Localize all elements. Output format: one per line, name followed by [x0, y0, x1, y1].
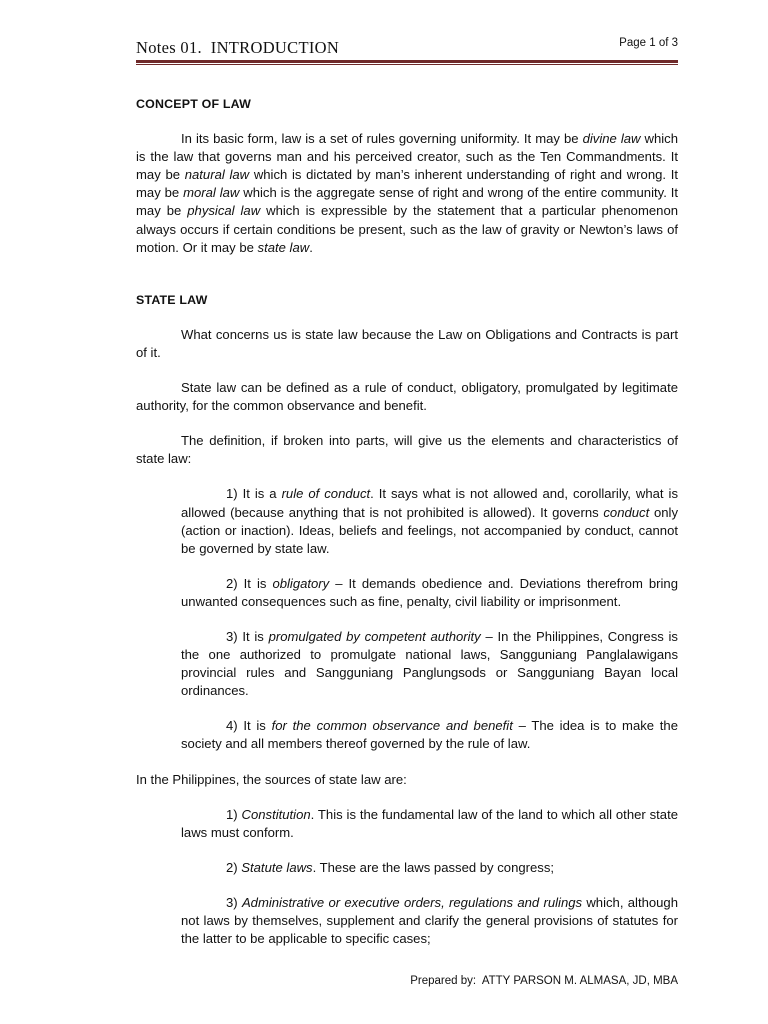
- section-heading-concept: CONCEPT OF LAW: [136, 97, 251, 111]
- element-common-benefit: 4) It is for the common observance and benefit – The idea is to make the society and all members thereof governed by the rule of law.: [181, 718, 678, 752]
- header-rule-thin: [136, 64, 678, 65]
- sources-intro: In the Philippines, the sources of state law are:: [136, 771, 407, 787]
- header-rule-thick: [136, 60, 678, 63]
- document-title: Notes 01. INTRODUCTION: [136, 38, 340, 57]
- state-law-paragraph-3: The definition, if broken into parts, will give us the elements and characteristics of state law:: [136, 433, 678, 467]
- document-body: [136, 95, 678, 948]
- page-footer: Prepared by: ATTY PARSON M. ALMASA, JD, MBA: [410, 975, 678, 987]
- page-number: Page 1 of 3: [619, 37, 678, 49]
- state-law-paragraph-1: What concerns us is state law because the Law on Obligations and Contracts is part of it.: [136, 326, 678, 360]
- page-header: [136, 36, 678, 62]
- element-rule-of-conduct: 1) It is a rule of conduct. It says what is not allowed and, corollarily, what is allowed (because anything that is not prohibited is allowed). It governs conduct only (action or inaction). Ideas, beliefs and feelings, not accompanied by conduct, cannot be governed by state law.: [181, 486, 679, 556]
- concept-paragraph: In its basic form, law is a set of rules governing uniformity. It may be divine law which is the law that governs man and his perceived creator, such as the Ten Commandments. It may be natural law which is dictated by man’s inherent understanding of right and wrong. It may be moral law which is the aggregate sense of right and wrong of the entire community. It may be physical law which is expressible by the statement that a particular phenomenon always occurs if certain conditions be present, such as the law of gravity or Newton’s laws of motion. Or it may be state law.: [136, 131, 679, 255]
- source-statute-laws: 2) Statute laws. These are the laws passed by congress;: [226, 859, 555, 875]
- section-heading-state-law: STATE LAW: [136, 292, 208, 307]
- source-constitution: 1) Constitution. This is the fundamental law of the land to which all other state laws must conform.: [181, 806, 678, 840]
- element-competent-authority: 3) It is promulgated by competent authority – In the Philippines, Congress is the one authorized to promulgate national laws, Sangguniang Panglalawigans provincial rules and Sangguniang Panglungsods or Sangguniang Bayan local ordinances.: [181, 628, 678, 699]
- state-law-paragraph-2: State law can be defined as a rule of conduct, obligatory, promulgated by legitimate authority, for the common observance and benefit.: [136, 380, 678, 414]
- element-obligatory: 2) It is obligatory – It demands obedience and. Deviations therefrom bring unwanted consequences such as fine, penalty, civil liability or imprisonment.: [181, 575, 678, 609]
- source-administrative-orders: 3) Administrative or executive orders, regulations and rulings which, although not laws by themselves, supplement and clarify the general provisions of statutes for the latter to be applicable to specific cases;: [181, 894, 678, 947]
